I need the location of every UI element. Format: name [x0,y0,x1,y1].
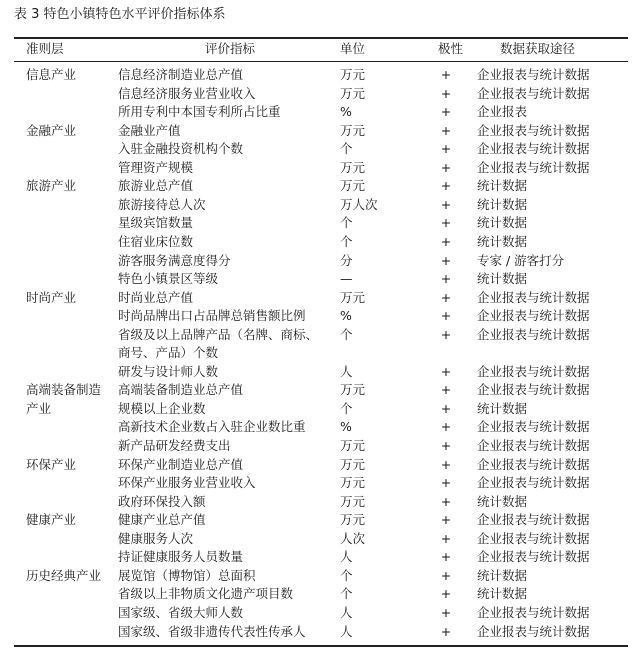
row-polarity: + [440,419,452,435]
row-indicator: 环保产业制造业总产值 [118,456,244,472]
row-source: 企业报表与统计数据 [477,122,590,138]
row-unit: 万元 [340,159,366,175]
row-unit: 万人次 [340,196,378,212]
row-unit: 人 [340,623,353,639]
row-indicator: 金融业产值 [118,122,181,138]
table-row [0,307,635,326]
table-row [0,400,635,419]
row-indicator: 高新技术企业数占入驻企业数比重 [118,419,306,435]
row-polarity: + [440,475,452,491]
row-indicator: 旅游业总产值 [118,178,194,194]
row-unit: 个 [340,141,353,157]
row-polarity: + [440,233,452,249]
row-indicator: 时尚业总产值 [118,289,194,305]
row-polarity: + [440,363,452,379]
table-row [0,604,635,623]
row-polarity: + [440,382,452,398]
row-indicator: 环保产业服务业营业收入 [118,475,256,491]
row-indicator: 省级及以上品牌产品（名牌、商标、 [118,326,319,342]
row-source: 企业报表与统计数据 [477,456,590,472]
row-unit: 人 [340,363,353,379]
row-unit: % [340,419,352,435]
row-unit: 万元 [340,456,366,472]
row-indicator: 国家级、省级大师人数 [118,604,244,620]
row-polarity: + [440,141,452,157]
row-category: 环保产业 [26,456,77,472]
row-unit: 万元 [340,67,366,82]
header-source: 数据获取途径 [500,41,576,56]
row-polarity: + [440,623,452,639]
row-polarity: + [440,67,452,82]
row-polarity: + [440,178,452,194]
table-row [0,530,635,549]
row-source: 企业报表与统计数据 [477,549,590,565]
row-source: 统计数据 [477,586,528,602]
row-unit: 万元 [340,512,366,528]
row-source: 统计数据 [477,493,528,509]
row-source: 统计数据 [477,400,528,416]
row-category: 旅游产业 [26,178,77,194]
row-source: 企业报表与统计数据 [477,159,590,175]
row-indicator: 星级宾馆数量 [118,215,194,231]
table-row [0,326,635,345]
row-unit: 万元 [340,122,366,138]
row-unit: 个 [340,586,353,602]
row-unit: % [340,308,352,324]
row-polarity: + [440,438,452,453]
row-indicator: 信息经济服务业营业收入 [118,85,256,101]
row-unit: 万元 [340,85,366,101]
table-row [0,344,635,363]
table-row [0,418,635,437]
row-source: 企业报表与统计数据 [477,85,590,101]
row-source: 企业报表与统计数据 [477,363,590,379]
table-row [0,493,635,512]
row-source: 企业报表与统计数据 [477,289,590,305]
row-polarity: + [440,308,452,324]
row-indicator: 游客服务满意度得分 [118,252,231,268]
table-row [0,66,635,85]
row-indicator: 健康产业总产值 [118,512,206,528]
row-source: 统计数据 [477,196,528,212]
table-row [0,140,635,159]
row-source: 企业报表与统计数据 [477,438,590,453]
row-polarity: + [440,252,452,268]
row-polarity: + [440,289,452,305]
table-row [0,270,635,289]
row-unit: % [340,104,352,120]
row-unit: 万元 [340,438,366,453]
row-category: 产业 [26,400,52,416]
row-indicator: 政府环保投入额 [118,493,206,509]
table-row [0,85,635,104]
table-row [0,456,635,475]
row-polarity: + [440,530,452,546]
row-polarity: + [440,586,452,602]
row-unit: 人 [340,604,353,620]
table-row [0,474,635,493]
row-polarity: + [440,326,452,342]
row-source: 专家 / 游客打分 [477,252,565,268]
row-polarity: + [440,567,452,583]
row-indicator: 持证健康服务人员数量 [118,549,244,565]
row-indicator: 健康服务人次 [118,530,194,546]
row-polarity: + [440,493,452,509]
row-unit: 万元 [340,289,366,305]
row-source: 统计数据 [477,567,528,583]
header-indicator: 评价指标 [204,41,255,56]
table-row [0,363,635,382]
header-unit: 单位 [340,41,366,56]
row-source: 企业报表与统计数据 [477,512,590,528]
row-indicator: 时尚品牌出口占品牌总销售额比例 [118,308,306,324]
table-row [0,511,635,530]
row-source: 统计数据 [477,215,528,231]
row-source: 企业报表与统计数据 [477,326,590,342]
row-polarity: + [440,271,452,287]
row-unit: 个 [340,400,353,416]
row-polarity: + [440,196,452,212]
row-polarity: + [440,85,452,101]
row-source: 统计数据 [477,233,528,249]
table-row [0,437,635,456]
row-indicator: 高端装备制造业总产值 [118,382,244,398]
table-row [0,567,635,586]
row-source: 企业报表与统计数据 [477,308,590,324]
row-source: 企业报表与统计数据 [477,604,590,620]
row-source: 统计数据 [477,178,528,194]
table-caption: 表 3 特色小镇特色水平评价指标体系 [14,7,226,22]
row-indicator: 规模以上企业数 [118,400,206,416]
row-category: 高端装备制造 [26,382,102,398]
row-polarity: + [440,215,452,231]
row-unit: 人 [340,549,353,565]
row-polarity: + [440,122,452,138]
table-row [0,233,635,252]
table-row [0,214,635,233]
row-source: 企业报表 [477,104,528,120]
row-category: 时尚产业 [26,289,77,305]
row-unit: 万元 [340,382,366,398]
row-indicator: 入驻金融投资机构个数 [118,141,244,157]
row-polarity: + [440,104,452,120]
row-category: 信息产业 [26,67,77,82]
row-indicator: 住宿业床位数 [118,233,194,249]
row-source: 企业报表与统计数据 [477,419,590,435]
row-indicator: 商号、产品）个数 [118,345,219,361]
row-source: 企业报表与统计数据 [477,623,590,639]
row-indicator: 所用专利中本国专利所占比重 [118,104,281,120]
row-unit: 万元 [340,493,366,509]
table-row [0,177,635,196]
row-category: 健康产业 [26,512,77,528]
row-unit: 个 [340,233,353,249]
table-header-rule [14,61,628,62]
row-unit: 个 [340,567,353,583]
row-indicator: 信息经济制造业总产值 [118,67,244,82]
row-source: 企业报表与统计数据 [477,141,590,157]
row-polarity: + [440,549,452,565]
table-row [0,252,635,271]
row-source: 统计数据 [477,271,528,287]
table-row [0,585,635,604]
row-source: 企业报表与统计数据 [477,530,590,546]
table-header [0,39,635,59]
row-indicator: 展览馆（博物馆）总面积 [118,567,256,583]
row-unit: 人次 [340,530,366,546]
table-row [0,381,635,400]
row-source: 企业报表与统计数据 [477,475,590,491]
row-polarity: + [440,400,452,416]
table-row [0,289,635,308]
table-row [0,103,635,122]
header-polarity: 极性 [438,41,464,56]
row-indicator: 特色小镇景区等级 [118,271,219,287]
table-row [0,122,635,141]
row-indicator: 管理资产规模 [118,159,194,175]
row-source: 企业报表与统计数据 [477,382,590,398]
row-unit: 万元 [340,178,366,194]
table-bottom-rule [14,645,628,647]
row-source: 企业报表与统计数据 [477,67,590,82]
row-unit: 分 [340,252,353,268]
table-row [0,548,635,567]
header-category: 准则层 [26,41,64,56]
row-unit: 个 [340,326,353,342]
row-category: 历史经典产业 [26,567,102,583]
row-polarity: + [440,604,452,620]
row-indicator: 新产品研发经费支出 [118,438,231,453]
row-indicator: 研发与设计师人数 [118,363,219,379]
table-row [0,196,635,215]
row-unit: — [340,271,353,287]
row-indicator: 旅游接待总人次 [118,196,206,212]
table-row [0,159,635,178]
table-row [0,623,635,642]
row-unit: 万元 [340,475,366,491]
row-polarity: + [440,159,452,175]
row-indicator: 国家级、省级非遗传代表性传承人 [118,623,306,639]
row-unit: 个 [340,215,353,231]
row-category: 金融产业 [26,122,77,138]
row-polarity: + [440,456,452,472]
row-indicator: 省级以上非物质文化遗产项目数 [118,586,294,602]
row-polarity: + [440,512,452,528]
